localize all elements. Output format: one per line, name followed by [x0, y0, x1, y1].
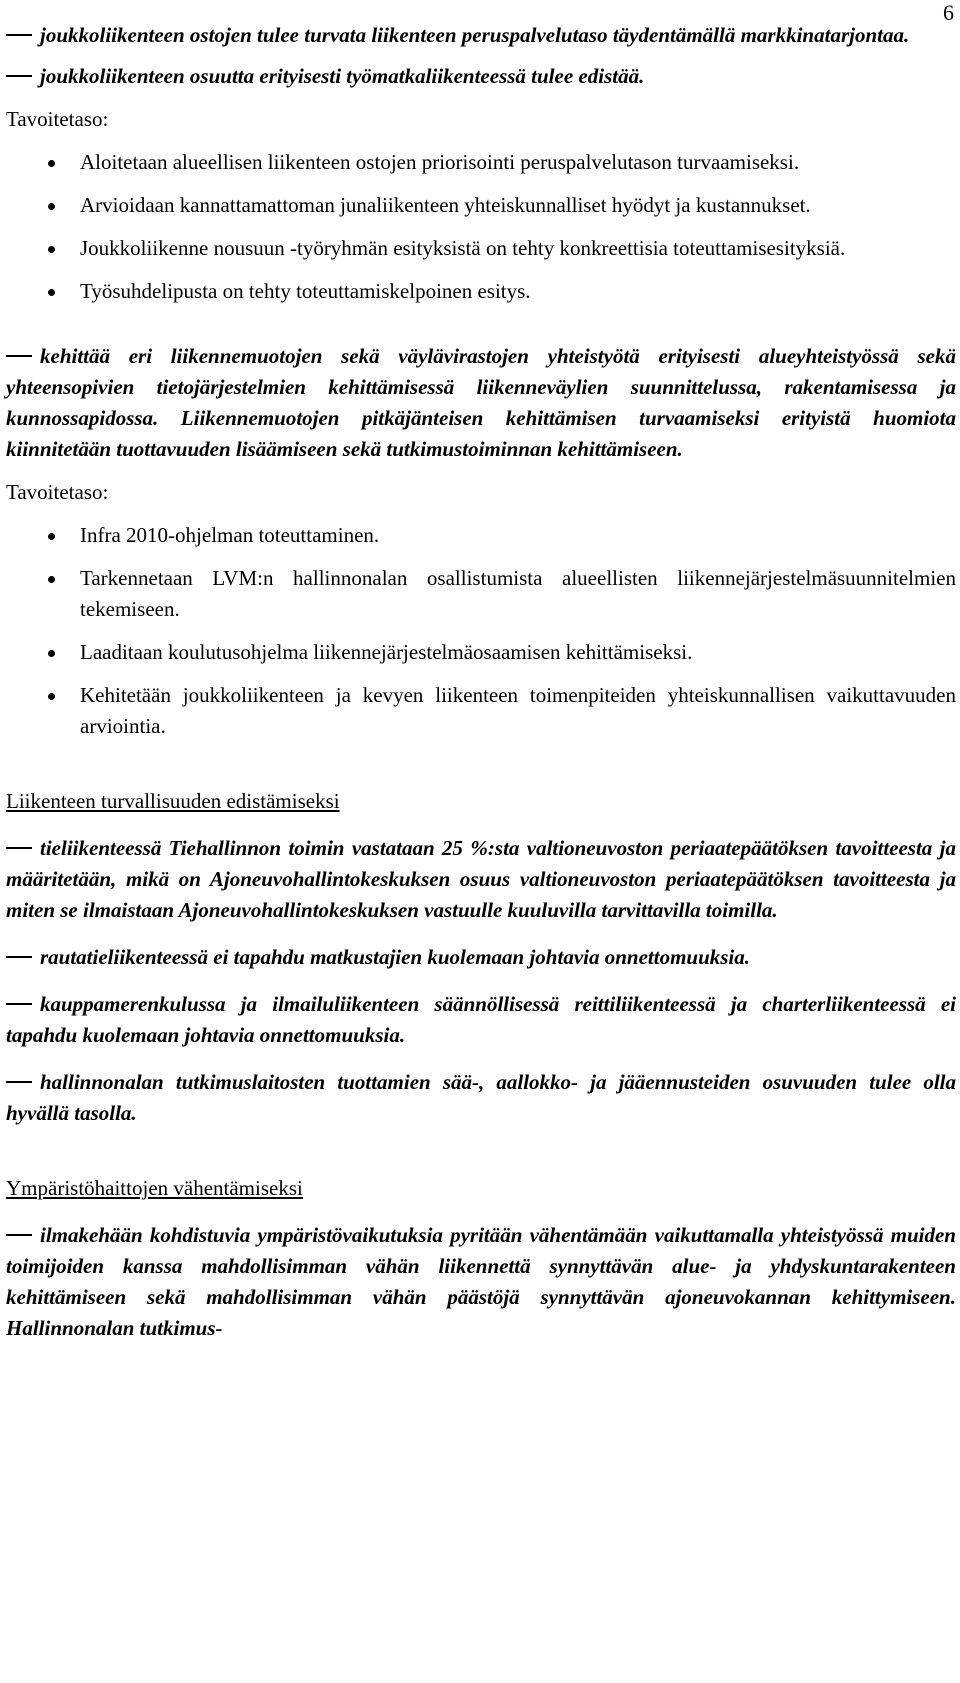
list-item: Joukkoliikenne nousuun -työryhmän esityksistä on tehty konkreettisia toteuttamisesityksiä. — [6, 233, 956, 264]
develop-paragraph: kehittää eri liikennemuotojen sekä väylävirastojen yhteistyötä erityisesti alueyhteistyössä sekä yhteensopivien tietojärjestelmien kehittämisessä liikenneväylien suunnittelussa, rakentamisessa ja kunnossapidossa. Liikennemuotojen pitkäjänteisen kehittämisen turvaamiseksi erityistä huomiota kiinnitetään tuottavuuden lisäämiseen sekä tutkimustoiminnan kehittämiseen. — [6, 344, 956, 461]
list-item: Arvioidaan kannattamattoman junaliikenteen yhteiskunnalliset hyödyt ja kustannukset. — [6, 190, 956, 221]
dash-mark — [6, 34, 32, 36]
list-item: Infra 2010-ohjelman toteuttaminen. — [6, 520, 956, 551]
list-item: Aloitetaan alueellisen liikenteen ostojen priorisointi peruspalvelutason turvaamiseksi. — [6, 147, 956, 178]
target-label: Tavoitetaso: — [6, 107, 109, 131]
safety-item: rautatieliikenteessä ei tapahdu matkustajien kuolemaan johtavia onnettomuuksia. — [6, 942, 956, 973]
section-title-environment: Ympäristöhaittojen vähentämiseksi — [6, 1176, 303, 1200]
dash-mark — [6, 75, 32, 77]
list-item: Tarkennetaan LVM:n hallinnonalan osallistumista alueellisten liikennejärjestelmäsuunnitelmien tekemiseen. — [6, 563, 956, 625]
dash-mark — [6, 847, 32, 849]
intro-item: joukkoliikenteen ostojen tulee turvata liikenteen peruspalvelutaso täydentämällä markkinatarjontaa. — [6, 20, 956, 51]
environment-item: ilmakehään kohdistuvia ympäristövaikutuksia pyritään vähentämään vaikuttamalla yhteistyössä muiden toimijoiden kanssa mahdollisimman vähän liikennettä synnyttävän alue- ja yhdyskuntarakenteen kehittämiseen sekä mahdollisimman vähän päästöjä synnyttävän ajoneuvokannan kehittymiseen. Hallinnonalan tutkimus- — [6, 1223, 956, 1340]
target-label: Tavoitetaso: — [6, 480, 109, 504]
page-number: 6 — [943, 0, 954, 25]
safety-item: kauppamerenkulussa ja ilmailuliikenteen säännöllisessä reittiliikenteessä ja charterliikenteessä ei tapahdu kuolemaan johtavia onnettomuuksia. — [6, 992, 956, 1047]
dash-mark — [6, 1003, 32, 1005]
list-item: Kehitetään joukkoliikenteen ja kevyen liikenteen toimenpiteiden yhteiskunnallisen vaikuttavuuden arviointia. — [6, 680, 956, 742]
dash-mark — [6, 956, 32, 958]
dash-mark — [6, 1081, 32, 1083]
bullet-list — [6, 147, 956, 307]
bullet-list — [6, 520, 956, 742]
section-title-safety: Liikenteen turvallisuuden edistämiseksi — [6, 789, 340, 813]
safety-item: tieliikenteessä Tiehallinnon toimin vastataan 25 %:sta valtioneuvoston periaatepäätöksen tavoitteesta ja määritetään, mikä on Ajoneuvohallintokeskuksen osuus valtioneuvoston periaatepäätöksen tavoitteesta ja miten se ilmaistaan Ajoneuvohallintokeskuksen vastuulle kuuluvilla tarvittavilla toimilla. — [6, 836, 956, 922]
list-item: Laaditaan koulutusohjelma liikennejärjestelmäosaamisen kehittämiseksi. — [6, 637, 956, 668]
dash-mark — [6, 1234, 32, 1236]
dash-mark — [6, 355, 32, 357]
list-item: Työsuhdelipusta on tehty toteuttamiskelpoinen esitys. — [6, 276, 956, 307]
document-body — [6, 4, 956, 1344]
safety-item: hallinnonalan tutkimuslaitosten tuottamien sää-, aallokko- ja jääennusteiden osuvuuden tulee olla hyvällä tasolla. — [6, 1070, 956, 1125]
intro-item: joukkoliikenteen osuutta erityisesti työmatkaliikenteessä tulee edistää. — [6, 61, 956, 92]
